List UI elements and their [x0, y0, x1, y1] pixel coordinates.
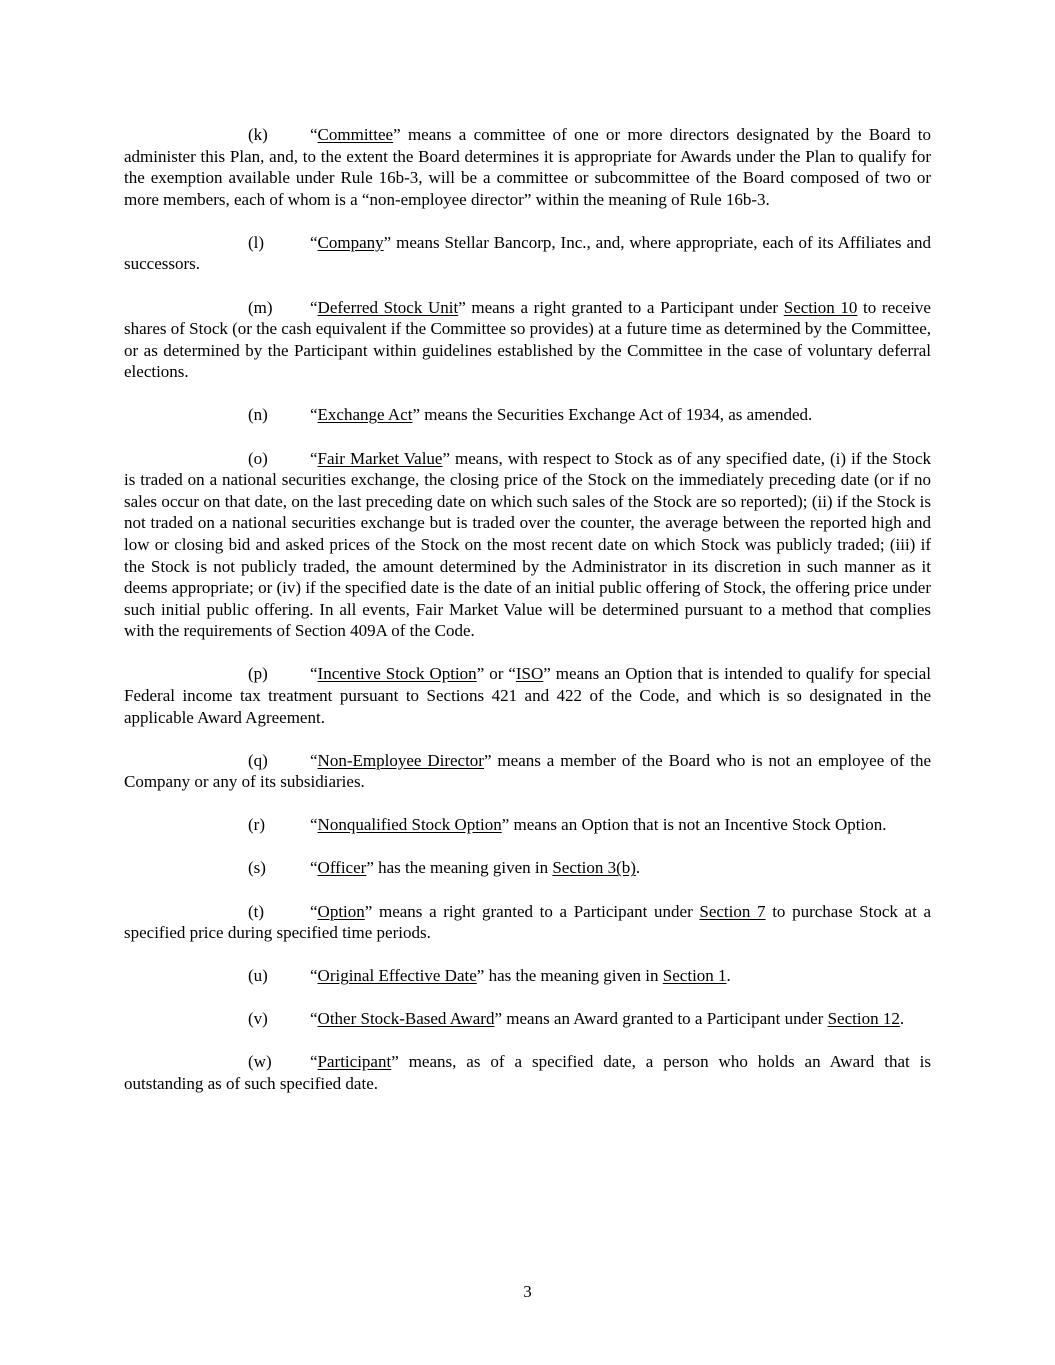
paragraph-text: ” means a right granted to a Participant under [364, 901, 700, 921]
paragraph-text: . [635, 858, 641, 878]
paragraph-text: “ [310, 232, 318, 252]
underlined-term: Company [317, 232, 384, 252]
paragraph-text: “ [310, 664, 318, 684]
paragraph-label: (m) [248, 297, 273, 317]
underlined-term: Original Effective Date [317, 966, 477, 986]
paragraph-label: (q) [248, 750, 268, 770]
paragraph-text: “ [310, 901, 318, 921]
underlined-term: Non-Employee Director [317, 750, 484, 770]
underlined-term: ISO [515, 664, 544, 684]
underlined-term: Officer [317, 858, 367, 878]
definition-paragraph [124, 404, 931, 426]
underlined-term: Nonqualified Stock Option [317, 815, 502, 835]
paragraph-text: . [726, 966, 731, 986]
underlined-term: Section 1 [662, 966, 727, 986]
paragraph-text: ” means an Option that is intended to qualify for special Federal income tax treatment pursuant to Sections 421 and 422 of the Code, and which is so designated in the applicable Award Agreement. [124, 664, 931, 727]
paragraph-text: “ [310, 125, 318, 144]
definition-paragraph [124, 814, 931, 836]
underlined-term: Other Stock-Based Award [317, 1009, 495, 1029]
paragraph-text: “ [310, 448, 318, 468]
paragraph-text: ” has the meaning given in [366, 858, 553, 878]
underlined-term: Section 3(b) [552, 858, 636, 878]
paragraph-label: (r) [248, 815, 265, 835]
paragraph-text: ” means a committee of one or more directors designated by the Board to administer this Plan, and, to the extent the Board determines it is appropriate for Awards under the Plan to qualify for the exemption available under Rule 16b-3, will be a committee or subcommittee of the Board composed of two or more members, each of whom is a “non-employee director” within the meaning of Rule 16b-3. [124, 125, 931, 209]
paragraph-text: ” means the Securities Exchange Act of 1934, as amended. [412, 405, 813, 425]
underlined-term: Incentive Stock Option [317, 664, 477, 684]
definition-paragraph [124, 297, 931, 383]
paragraph-text: ” means, with respect to Stock as of any specified date, (i) if the Stock is traded on a national securities exchange, the closing price of the Stock on the immediately preceding date (or if no sales occur on that date, on the last preceding date on which such sales of the Stock are so reported); (ii) if the Stock is not traded on a national securities exchange but is traded over the counter, the average between the reported high and low or closing bid and asked prices of the Stock on the most recent date on which Stock was publicly traded; (iii) if the Stock is not publicly traded, the amount determined by the Administrator in its discretion in such manner as it deems appropriate; or (iv) if the specified date is the date of an initial public offering of Stock, the offering price under such initial public offering. In all events, Fair Market Value will be determined pursuant to a method that complies with the requirements of Section 409A of the Code. [124, 448, 931, 641]
paragraph-text: “ [310, 1009, 318, 1029]
paragraph-label: (l) [248, 232, 265, 252]
paragraph-text: ” means Stellar Bancorp, Inc., and, where appropriate, each of its Affiliates and successors. [124, 232, 931, 274]
definition-paragraph [124, 124, 931, 210]
paragraph-label: (v) [248, 1009, 268, 1029]
underlined-term: Participant [317, 1052, 392, 1072]
paragraph-text: “ [310, 858, 318, 878]
paragraph-text: ” means an Award granted to a Participant under [494, 1009, 828, 1029]
definition-paragraph [124, 663, 931, 728]
definition-paragraph [124, 1051, 931, 1094]
underlined-term: Deferred Stock Unit [317, 297, 459, 317]
underlined-term: Option [317, 901, 365, 921]
paragraph-text: to receive shares of Stock (or the cash equivalent if the Committee so provides) at a future time as determined by the Committee, or as determined by the Participant within guidelines established by the Committee in the case of voluntary deferral elections. [124, 297, 931, 382]
definition-paragraph [124, 857, 931, 879]
paragraph-text: “ [310, 1052, 318, 1072]
paragraph-text: “ [310, 815, 318, 835]
paragraph-label: (p) [248, 664, 268, 684]
definition-paragraph [124, 750, 931, 793]
paragraph-label: (n) [248, 405, 268, 425]
underlined-term: Section 7 [699, 901, 766, 921]
paragraph-text: to purchase Stock at a specified price during specified time periods. [124, 901, 931, 943]
definition-paragraph [124, 448, 931, 642]
definition-paragraph [124, 232, 931, 275]
underlined-term: Section 10 [783, 297, 858, 317]
paragraph-label: (u) [248, 966, 268, 986]
paragraph-label: (k) [248, 125, 268, 144]
paragraph-text: ” means, as of a specified date, a person who holds an Award that is outstanding as of such specified date. [124, 1052, 931, 1093]
paragraph-text: “ [310, 966, 318, 986]
underlined-term: Section 12 [827, 1009, 900, 1029]
paragraph-text: ” has the meaning given in [476, 966, 663, 986]
document-body [124, 124, 931, 1116]
underlined-term: Committee [317, 125, 394, 144]
paragraph-text: ” means an Option that is not an Incentive Stock Option. [501, 815, 887, 835]
paragraph-text: “ [310, 297, 318, 317]
paragraph-label: (w) [248, 1052, 272, 1072]
paragraph-text: “ [310, 405, 318, 425]
paragraph-label: (s) [248, 858, 266, 878]
paragraph-label: (t) [248, 901, 265, 921]
page-number: 3 [523, 1282, 532, 1301]
underlined-term: Fair Market Value [317, 448, 443, 468]
paragraph-text: ” or “ [476, 664, 516, 684]
paragraph-text: ” means a member of the Board who is not an employee of the Company or any of its subsidiaries. [124, 750, 931, 792]
definition-paragraph [124, 901, 931, 944]
underlined-term: Exchange Act [317, 405, 413, 425]
paragraph-label: (o) [248, 448, 268, 468]
paragraph-text: “ [310, 750, 318, 770]
paragraph-text: ” means a right granted to a Participant under [458, 297, 784, 317]
definition-paragraph [124, 1008, 931, 1030]
definition-paragraph [124, 965, 931, 987]
paragraph-text: . [899, 1009, 905, 1029]
